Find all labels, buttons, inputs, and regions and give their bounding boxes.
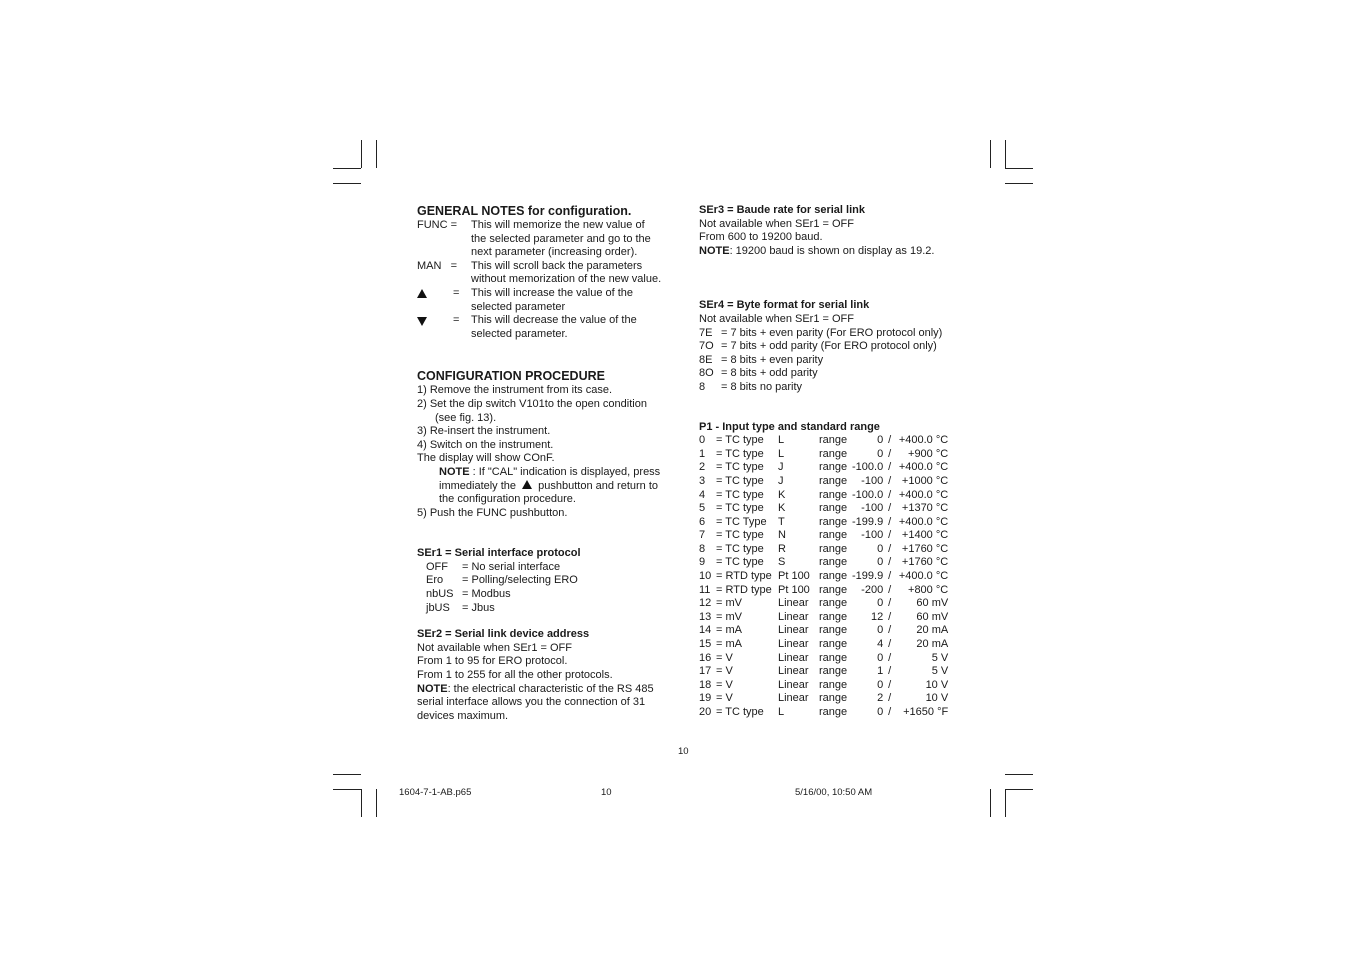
table-row [699, 461, 948, 475]
table-cell: +1760 °C [901, 556, 949, 569]
crop-mark [1005, 789, 1006, 817]
crop-mark [990, 140, 991, 168]
crop-mark [376, 789, 377, 817]
list-item [417, 219, 677, 260]
table-cell: = V [716, 665, 733, 678]
table-cell: -199.9 [852, 515, 884, 528]
note-text: immediately the [439, 479, 520, 492]
table-cell: 0 [877, 434, 884, 447]
table-cell: 12 [870, 610, 884, 623]
table-cell: range [819, 502, 848, 515]
table-cell: range [819, 529, 848, 542]
ser3-title: SEr3 = Baude rate for serial link [699, 204, 865, 216]
crop-mark [333, 774, 361, 775]
table-cell: +400.0 °C [898, 488, 949, 501]
procedure-step: 1) Remove the instrument from its case. [417, 384, 613, 397]
table-cell: / [888, 434, 892, 447]
table-row [699, 692, 948, 706]
list-item [426, 602, 677, 616]
table-cell: Linear [778, 597, 809, 610]
table-cell: 12 [699, 597, 712, 610]
option-desc: = No serial interface [462, 560, 561, 573]
table-cell: = RTD type [716, 570, 772, 583]
table-cell: -200 [861, 583, 884, 596]
table-cell: = TC type [716, 556, 764, 569]
table-cell: 0 [877, 624, 884, 637]
table-cell: range [819, 488, 848, 501]
table-cell: 5 V [931, 651, 949, 664]
table-cell: = mA [716, 638, 742, 651]
table-cell: 4 [699, 488, 706, 501]
table-cell: = mA [716, 624, 742, 637]
table-cell: 6 [699, 515, 706, 528]
option-desc: = 8 bits + even parity [721, 353, 824, 366]
table-cell: N [778, 529, 786, 542]
ser2-title: SEr2 = Serial link device address [417, 628, 590, 641]
table-cell: / [888, 665, 892, 678]
procedure-note [417, 466, 677, 507]
table-cell: = TC type [716, 434, 764, 447]
option-desc: = 7 bits + odd parity (For ERO protocol only) [721, 340, 937, 353]
ser3-text: Not available when SEr1 = OFF [699, 217, 854, 230]
table-cell: range [819, 692, 848, 705]
option-desc: = 7 bits + even parity (For ERO protocol only) [721, 326, 943, 339]
table-cell: / [888, 597, 892, 610]
table-cell: 13 [699, 610, 712, 623]
table-cell: Linear [778, 638, 809, 651]
option-desc: = Polling/selecting ERO [462, 574, 578, 587]
option-code: 7E [699, 326, 713, 339]
table-cell: 1 [877, 665, 884, 678]
option-code: nbUS [426, 588, 454, 601]
table-row [699, 516, 948, 530]
list-item [699, 354, 959, 368]
table-cell: -100 [861, 502, 884, 515]
table-cell: -100.0 [852, 488, 884, 501]
table-cell: Linear [778, 610, 809, 623]
page-number: 10 [678, 746, 689, 757]
ser2-text: Not available when SEr1 = OFF [417, 641, 572, 654]
table-cell: = TC type [716, 529, 764, 542]
table-cell: Pt 100 [778, 583, 810, 596]
table-cell: = V [716, 651, 733, 664]
table-cell: 17 [699, 665, 712, 678]
list-item [426, 588, 677, 602]
table-row [699, 706, 948, 720]
left-column [417, 204, 677, 723]
table-cell: / [888, 570, 892, 583]
option-desc: = Modbus [462, 588, 511, 601]
table-cell: = mV [716, 597, 742, 610]
table-cell: / [888, 583, 892, 596]
footer-filename: 1604-7-1-AB.p65 [399, 787, 472, 798]
man-key: MAN = [417, 259, 458, 272]
table-cell: 11 [699, 583, 711, 596]
footer-page: 10 [601, 787, 612, 798]
table-cell: range [819, 583, 848, 596]
func-key: FUNC = [417, 219, 458, 231]
table-cell: / [888, 651, 892, 664]
option-code: 8O [699, 367, 714, 380]
crop-mark [1005, 774, 1033, 775]
table-row [699, 434, 948, 448]
table-cell: / [888, 447, 892, 460]
func-desc-line: the selected parameter and go to the [471, 232, 651, 245]
table-cell: 9 [699, 556, 706, 569]
table-cell: 0 [877, 706, 884, 718]
table-cell: = V [716, 678, 733, 691]
ser2-text: From 1 to 95 for ERO protocol. [417, 655, 568, 668]
table-cell: range [819, 678, 848, 691]
table-cell: range [819, 624, 848, 637]
note-text: : If "CAL" indication is displayed, press [469, 465, 661, 478]
table-cell: = mV [716, 610, 742, 623]
table-cell: = TC type [716, 542, 764, 555]
down-arrow-icon [417, 317, 427, 326]
table-cell: -199.9 [852, 570, 884, 583]
table-cell: +1760 °C [901, 542, 949, 555]
table-cell: T [778, 515, 785, 528]
list-item [699, 327, 959, 341]
table-row [699, 556, 948, 570]
table-cell: = TC type [716, 488, 764, 501]
down-desc-line: This will decrease the value of the [471, 314, 637, 327]
crop-mark [1005, 789, 1033, 790]
table-cell: = TC type [716, 474, 764, 487]
table-cell: / [888, 488, 892, 501]
table-cell: 0 [877, 597, 884, 610]
table-cell: = RTD type [716, 583, 772, 596]
table-cell: 0 [877, 542, 884, 555]
table-cell: 60 mV [916, 597, 949, 610]
ser4-title: SEr4 = Byte format for serial link [699, 299, 870, 312]
table-cell: L [778, 447, 785, 460]
man-desc-line: without memorization of the new value. [471, 273, 662, 286]
table-cell: / [888, 461, 892, 474]
table-cell: range [819, 461, 848, 474]
procedure-step: (see fig. 13). [435, 411, 497, 424]
ser2-text: From 1 to 255 for all the other protocols. [417, 669, 613, 682]
option-code: Ero [426, 574, 444, 587]
table-cell: Linear [778, 651, 809, 664]
table-cell: 20 mA [916, 638, 949, 651]
note-text: : 19200 baud is shown on display as 19.2. [729, 244, 935, 257]
table-cell: -100 [861, 474, 884, 487]
table-cell: L [778, 434, 785, 447]
list-item [417, 314, 677, 341]
general-notes-list [417, 219, 677, 341]
table-cell: 10 [699, 570, 712, 583]
option-desc: = 8 bits no parity [721, 380, 803, 393]
table-cell: +1400 °C [901, 529, 949, 542]
note-text: : the electrical characteristic of the RS 485 [447, 682, 654, 695]
table-row [699, 475, 948, 489]
table-cell: 5 V [931, 665, 949, 678]
table-row [699, 638, 948, 652]
table-row [699, 502, 948, 516]
ser1-title: SEr1 = Serial interface protocol [417, 547, 581, 560]
table-row [699, 624, 948, 638]
up-desc-line: This will increase the value of the [471, 286, 634, 299]
table-cell: +400.0 °C [898, 515, 949, 528]
table-cell: range [819, 570, 848, 583]
table-cell: 0 [877, 556, 884, 569]
crop-mark [333, 789, 361, 790]
table-cell: 18 [699, 678, 712, 691]
table-cell: / [888, 474, 892, 487]
table-cell: 16 [699, 651, 712, 664]
crop-mark [376, 140, 377, 168]
configuration-procedure-title: CONFIGURATION PROCEDURE [417, 369, 605, 384]
table-cell: range [819, 474, 848, 487]
crop-mark [1005, 183, 1033, 184]
table-cell: / [888, 502, 892, 515]
table-cell: Linear [778, 678, 809, 691]
list-item [417, 287, 677, 314]
table-cell: 0 [877, 678, 884, 691]
crop-mark [333, 183, 361, 184]
list-item [699, 381, 959, 395]
table-cell: 0 [877, 651, 884, 664]
table-cell: = V [716, 692, 733, 705]
table-cell: / [888, 556, 892, 569]
table-cell: +1370 °C [901, 502, 949, 515]
table-cell: +400.0 °C [898, 434, 949, 447]
table-cell: J [778, 474, 784, 487]
table-cell: J [778, 461, 784, 474]
procedure-step: 5) Push the FUNC pushbutton. [417, 506, 568, 519]
right-column [699, 204, 959, 720]
crop-mark [1005, 140, 1006, 168]
option-code: 7O [699, 340, 714, 353]
func-desc-line: This will memorize the new value of [471, 219, 645, 231]
man-desc-line: This will scroll back the parameters [471, 259, 643, 272]
equals-sign: = [453, 314, 460, 327]
note-text: the configuration procedure. [439, 493, 576, 506]
table-row [699, 570, 948, 584]
list-item [426, 574, 677, 588]
option-code: OFF [426, 560, 448, 573]
table-cell: +400.0 °C [898, 570, 949, 583]
table-cell: S [778, 556, 786, 569]
option-desc: = 8 bits + odd parity [721, 367, 818, 380]
table-cell: range [819, 610, 848, 623]
list-item [699, 367, 959, 381]
table-cell: = TC type [716, 502, 764, 515]
table-cell: range [819, 665, 848, 678]
table-cell: +1000 °C [901, 474, 949, 487]
table-cell: 8 [699, 542, 706, 555]
option-code: 8 [699, 380, 706, 393]
table-cell: +800 °C [908, 583, 949, 596]
table-cell: = TC type [716, 706, 764, 718]
up-desc-line: selected parameter [471, 300, 566, 313]
table-cell: = TC type [716, 461, 764, 474]
table-cell: 4 [877, 638, 884, 651]
table-cell: K [778, 502, 786, 515]
equals-sign: = [453, 286, 460, 299]
table-cell: +1650 °F [903, 706, 949, 718]
table-cell: -100 [861, 529, 884, 542]
list-item [699, 340, 959, 354]
table-cell: / [888, 692, 892, 705]
crop-mark [1005, 168, 1033, 169]
p1-table [699, 434, 948, 719]
table-row [699, 679, 948, 693]
crop-mark [361, 140, 362, 168]
list-item [417, 260, 677, 287]
table-cell: 15 [699, 638, 712, 651]
table-cell: / [888, 515, 892, 528]
footer-date: 5/16/00, 10:50 AM [795, 787, 873, 798]
table-cell: 60 mV [916, 610, 949, 623]
down-desc-line: selected parameter. [471, 327, 568, 340]
crop-mark [361, 789, 362, 817]
table-cell: Linear [778, 692, 809, 705]
table-cell: 1 [699, 447, 706, 460]
note-label: NOTE [439, 465, 470, 478]
note-text: pushbutton and return to [535, 479, 659, 492]
option-code: jbUS [426, 601, 450, 614]
ser4-text: Not available when SEr1 = OFF [699, 312, 854, 325]
list-item [426, 561, 677, 575]
table-cell: / [888, 638, 892, 651]
table-cell: range [819, 542, 848, 555]
option-code: 8E [699, 353, 713, 366]
table-cell: range [819, 706, 848, 718]
table-row [699, 584, 948, 598]
func-desc-line: next parameter (increasing order). [471, 246, 638, 259]
table-cell: = TC type [716, 447, 764, 460]
table-cell: range [819, 515, 848, 528]
table-cell: K [778, 488, 786, 501]
note-label: NOTE [417, 682, 448, 695]
procedure-step: 2) Set the dip switch V101to the open condition [417, 397, 647, 410]
table-cell: +900 °C [908, 447, 949, 460]
table-cell: range [819, 638, 848, 651]
table-cell: / [888, 678, 892, 691]
table-row [699, 529, 948, 543]
table-cell: range [819, 556, 848, 569]
p1-title: P1 - Input type and standard range [699, 420, 880, 433]
note-text: serial interface allows you the connection of 31 [417, 696, 646, 709]
crop-mark [333, 168, 361, 169]
table-cell: Linear [778, 624, 809, 637]
procedure-step: 3) Re-insert the instrument. [417, 425, 551, 438]
table-row [699, 652, 948, 666]
table-cell: / [888, 529, 892, 542]
table-cell: 20 [699, 706, 712, 718]
ser3-text: From 600 to 19200 baud. [699, 231, 823, 244]
table-cell: 2 [877, 692, 884, 705]
table-row [699, 543, 948, 557]
general-notes-title: GENERAL NOTES for configuration. [417, 204, 632, 218]
table-row [699, 489, 948, 503]
table-row [699, 611, 948, 625]
table-cell: / [888, 542, 892, 555]
table-cell: L [778, 706, 785, 718]
table-cell: 14 [699, 624, 712, 637]
up-arrow-icon [522, 480, 532, 489]
table-cell: range [819, 434, 848, 447]
table-cell: Pt 100 [778, 570, 810, 583]
table-cell: / [888, 624, 892, 637]
table-cell: R [778, 542, 786, 555]
table-cell: 3 [699, 474, 706, 487]
table-cell: / [888, 706, 892, 718]
table-row [699, 597, 948, 611]
procedure-display-text: The display will show COnF. [417, 452, 555, 465]
table-cell: 10 V [925, 692, 949, 705]
table-cell: 20 mA [916, 624, 949, 637]
table-cell: range [819, 651, 848, 664]
table-cell: Linear [778, 665, 809, 678]
table-cell: 10 V [925, 678, 949, 691]
table-cell: 19 [699, 692, 712, 705]
table-cell: 0 [699, 434, 706, 447]
table-row [699, 665, 948, 679]
option-desc: = Jbus [462, 601, 495, 614]
table-row [699, 448, 948, 462]
table-cell: / [888, 610, 892, 623]
table-cell: range [819, 597, 848, 610]
note-text: devices maximum. [417, 709, 509, 722]
ser1-options [417, 561, 677, 615]
table-cell: 2 [699, 461, 706, 474]
table-cell: 7 [699, 529, 706, 542]
table-cell: range [819, 447, 848, 460]
table-cell: +400.0 °C [898, 461, 949, 474]
table-cell: = TC Type [716, 515, 767, 528]
table-cell: 5 [699, 502, 706, 515]
procedure-step: 4) Switch on the instrument. [417, 438, 554, 451]
table-cell: 0 [877, 447, 884, 460]
crop-mark [990, 789, 991, 817]
table-cell: -100.0 [852, 461, 884, 474]
note-label: NOTE [699, 244, 730, 257]
up-arrow-icon [417, 289, 427, 298]
